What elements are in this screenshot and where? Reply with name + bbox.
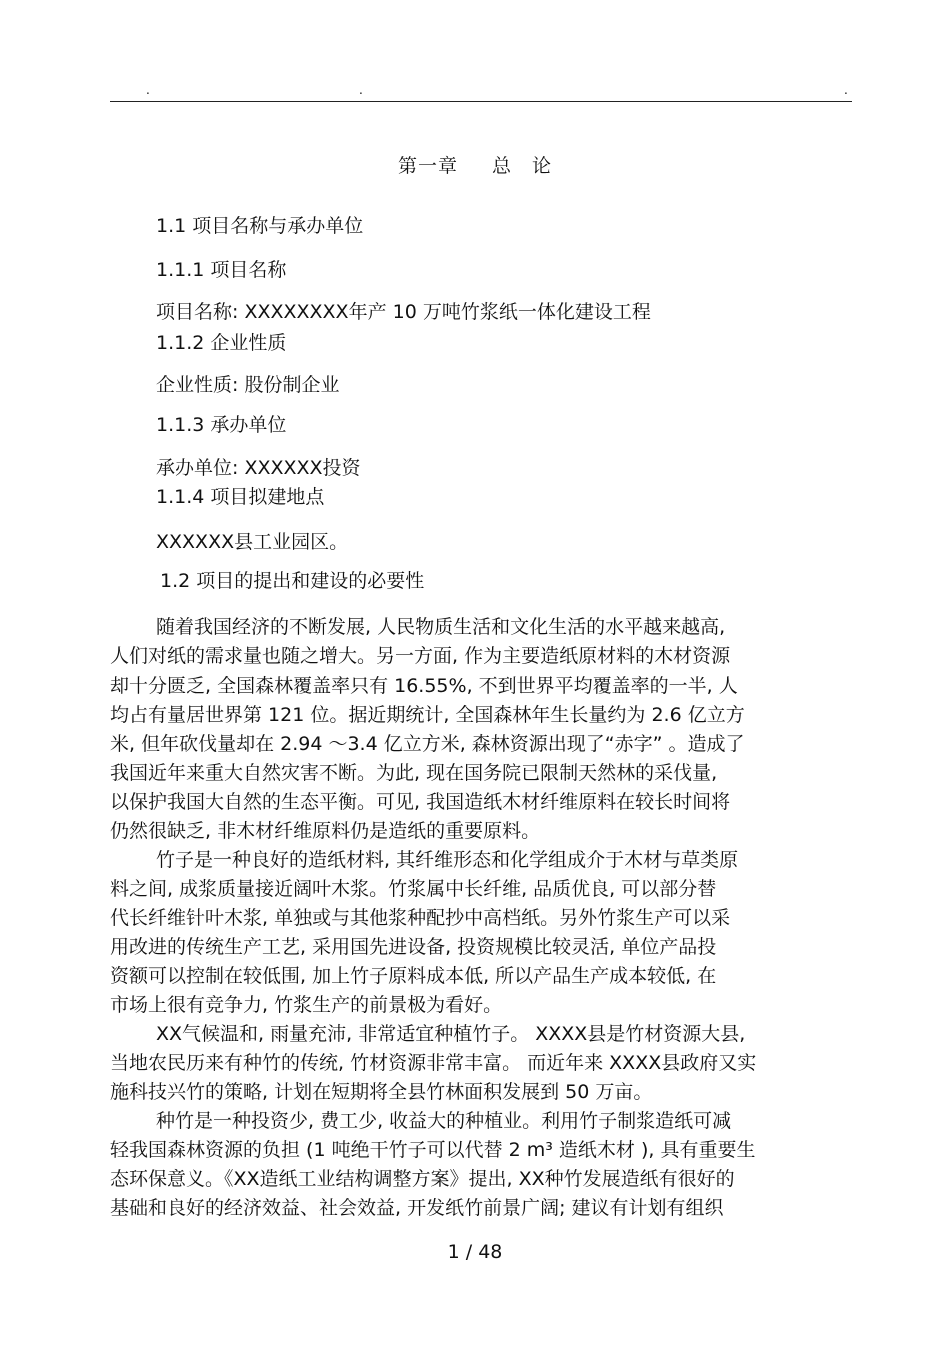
paragraph-line: 资额可以控制在较低围, 加上竹子原料成本低, 所以产品生产成本较低, 在 (110, 965, 717, 987)
paragraph-line: 轻我国森林资源的负担 (1 吨绝干竹子可以代替 2 m³ 造纸木材 ), 具有重要生 (110, 1139, 756, 1161)
body-line: XXXXXX县工业园区。 (156, 531, 349, 553)
paragraph-line: 施科技兴竹的策略, 计划在短期将全县竹林面积发展到 50 万亩。 (110, 1081, 653, 1103)
paragraph-line: 代长纤维针叶木浆, 单独或与其他浆种配抄中高档纸。另外竹浆生产可以采 (110, 907, 731, 929)
paragraph-line: 基础和良好的经济效益、社会效益, 开发纸竹前景广阔; 建议有计划有组织 (110, 1197, 724, 1219)
page-number: 1 / 48 (447, 1241, 503, 1263)
paragraph-line: 市场上很有竞争力, 竹浆生产的前景极为看好。 (110, 994, 503, 1016)
paragraph-line: 均占有量居世界第 121 位。据近期统计, 全国森林年生长量约为 2.6 亿立方 (110, 704, 745, 726)
chapter-number: 第一章 (397, 155, 458, 177)
section-heading: 1.1 项目名称与承办单位 (156, 215, 364, 237)
paragraph-line: 人们对纸的需求量也随之增大。另一方面, 作为主要造纸原材料的木材资源 (110, 645, 731, 667)
body-line: 项目名称: XXXXXXXX年产 10 万吨竹浆纸一体化建设工程 (156, 301, 651, 323)
paragraph-line: 米, 但年砍伐量却在 2.94 ～3.4 亿立方米, 森林资源出现了“赤字” 。造成了 (110, 733, 745, 755)
paragraph-line: 随着我国经济的不断发展, 人民物质生活和文化生活的水平越来越高, (156, 616, 726, 638)
paragraph-line: 态环保意义。《XX造纸工业结构调整方案》提出, XX种竹发展造纸有很好的 (110, 1168, 735, 1190)
paragraph-line: 我国近年来重大自然灾害不断。为此, 现在国务院已限制天然林的采伐量, (110, 762, 718, 784)
chapter-title (0, 151, 950, 178)
paragraph-line: 当地农民历来有种竹的传统, 竹材资源非常丰富。 而近年来 XXXX县政府又实 (110, 1052, 757, 1074)
paragraph-line: 以保护我国大自然的生态平衡。可见, 我国造纸木材纤维原料在较长时间将 (110, 791, 731, 813)
header-rule (110, 101, 852, 102)
subsection-heading: 1.1.4 项目拟建地点 (156, 486, 325, 508)
paragraph-line: 却十分匮乏, 全国森林覆盖率只有 16.55%, 不到世界平均覆盖率的一半, 人 (110, 675, 738, 697)
paragraph-line: 用改进的传统生产工艺, 采用国先进设备, 投资规模比较灵活, 单位产品投 (110, 936, 717, 958)
paragraph-line: 仍然很缺乏, 非木材纤维原料仍是造纸的重要原料。 (110, 820, 541, 842)
subsection-heading: 1.1.1 项目名称 (156, 259, 287, 281)
header-dot-center: . (359, 83, 363, 97)
chapter-name-char-2: 论 (532, 155, 553, 177)
body-line: 企业性质: 股份制企业 (156, 374, 340, 396)
header-dot-right: . (844, 83, 848, 97)
section-heading: 1.2 项目的提出和建设的必要性 (160, 570, 425, 592)
paragraph-line: XX气候温和, 雨量充沛, 非常适宜种植竹子。 XXXX县是竹材资源大县, (156, 1023, 746, 1045)
paragraph-line: 料之间, 成浆质量接近阔叶木浆。竹浆属中长纤维, 品质优良, 可以部分替 (110, 878, 717, 900)
subsection-heading: 1.1.3 承办单位 (156, 414, 287, 436)
paragraph-line: 种竹是一种投资少, 费工少, 收益大的种植业。利用竹子制浆造纸可减 (156, 1110, 732, 1132)
body-line: 承办单位: XXXXXX投资 (156, 457, 361, 479)
paragraph-line: 竹子是一种良好的造纸材料, 其纤维形态和化学组成介于木材与草类原 (156, 849, 739, 871)
chapter-name-char-1: 总 (491, 155, 512, 177)
header-dot-left: . (146, 83, 150, 97)
subsection-heading: 1.1.2 企业性质 (156, 332, 287, 354)
